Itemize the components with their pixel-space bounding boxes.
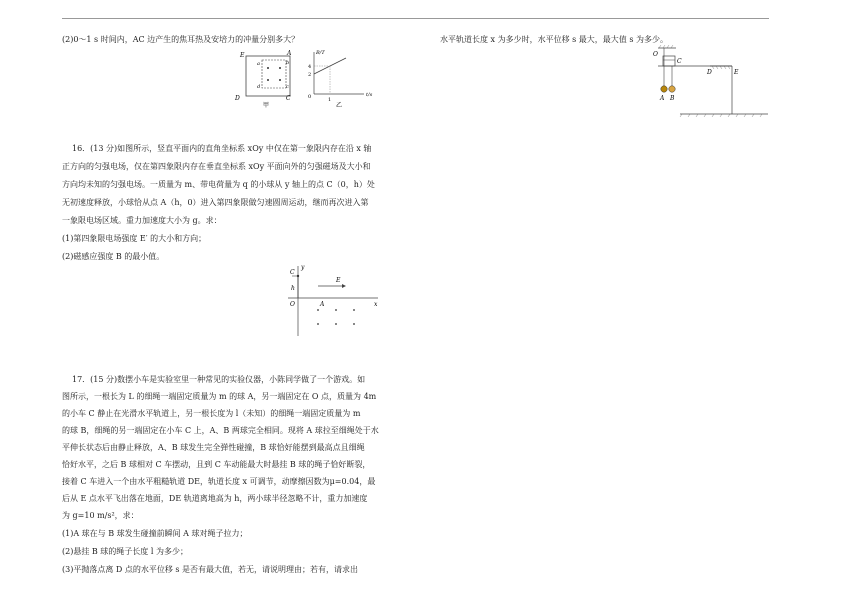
label-C: C <box>286 95 291 102</box>
tick-0: 0 <box>308 94 312 100</box>
figure-16 <box>284 262 384 338</box>
q16-sub1: (1)第四象限电场强度 E′ 的大小和方向； <box>62 234 207 243</box>
inner-coil <box>262 60 286 88</box>
label-x: x <box>374 301 378 308</box>
q17-line-5: 平伸长状态后由静止释放，A、B 球发生完全弹性碰撞，B 球恰好能摆到最高点且细绳 <box>62 443 365 452</box>
q17-line-3: 的小车 C 静止在光滑水平轨道上，另一根长度为 l（未知）的细绳一端固定质量为 m <box>62 409 361 418</box>
label-O: O <box>290 301 295 308</box>
label-E: E <box>336 277 341 284</box>
header-rule <box>62 18 769 19</box>
label-D: D <box>707 69 712 76</box>
label-d: d <box>257 84 261 90</box>
q17-line-8: 后从 E 点水平飞出落在地面，DE 轨道离地高为 h，两小球半径忽略不计，重力加速度 <box>62 494 368 503</box>
figure-17 <box>650 44 770 120</box>
q17-line-6: 恰好水平，之后 B 球相对 C 车摆动，且到 C 车动能最大时悬挂 B 球的绳子恰好断裂， <box>62 460 371 469</box>
label-b: b <box>286 60 290 66</box>
field-dots <box>267 67 281 81</box>
label-A: A <box>660 95 665 102</box>
q17-line-2: 图所示，一根长为 L 的细绳一端固定质量为 m 的球 A，另一端固定在 O 点，质量为 4m <box>62 392 377 401</box>
q16-sub2: (2)磁感应强度 B 的最小值。 <box>62 252 165 261</box>
q17-line-1: 17．(15 分)数摆小车是实验室里一种常见的实验仪器，小陈同学做了一个游戏。如 <box>72 375 366 384</box>
q16-line-1: 16．(13 分)如图所示，竖直平面内的直角坐标系 xOy 中仅在第一象限内存在沿 x 轴 <box>72 144 372 153</box>
q17-sub1: (1)A 球在与 B 球发生碰撞前瞬间 A 球对绳子拉力； <box>62 529 248 538</box>
q16-line-2: 正方向的匀强电场，仅在第四象限内存在垂直坐标系 xOy 平面向外的匀强磁场及大小和 <box>62 162 371 171</box>
q17-line-4: 的球 B，细绳的另一端固定在小车 C 上，A、B 两球完全相同。现将 A 球拉至细绳处于水 <box>62 426 379 435</box>
outer-frame <box>246 56 290 96</box>
q16-line-3: 方向均未知的匀强电场。一质量为 m、带电荷量为 q 的小球从 y 轴上的点 C（0，h）处 <box>62 180 375 189</box>
label-A: A <box>287 50 292 57</box>
ball-B <box>669 86 675 92</box>
ceiling-hatch <box>659 45 673 48</box>
label-C: C <box>290 269 295 276</box>
ball-A <box>661 86 667 92</box>
label-E: E <box>240 52 245 59</box>
label-A: A <box>320 301 325 308</box>
label-c: c <box>286 84 289 90</box>
ground-hatch <box>680 114 762 117</box>
label-B: B <box>670 95 675 102</box>
q17-line-7: 接着 C 车进入一个由水平粗糙轨道 DE，轨道长度 x 可调节，动摩擦因数为μ=0.04，最 <box>62 477 376 486</box>
q17-sub3: (3)平抛落点离 D 点的水平位移 s 是否有最大值，若无，请说明理由；若有，请求出 <box>62 565 359 574</box>
cart-C <box>663 56 675 66</box>
label-h: h <box>291 285 295 292</box>
axis-x-label: t/s <box>366 92 373 98</box>
label-a: a <box>257 61 260 67</box>
tick-4: 4 <box>308 64 312 70</box>
caption-jia: 甲 <box>263 102 270 109</box>
label-O: O <box>653 51 658 58</box>
field-dots-16 <box>297 275 355 325</box>
tick-1: 1 <box>328 97 332 103</box>
label-C: C <box>677 58 682 65</box>
caption-yi: 乙 <box>336 102 343 109</box>
q15-sub2: (2)0～1 s 时间内，AC 边产生的焦耳热及安培力的冲量分别多大？ <box>62 35 300 44</box>
axis-y-label: B/T <box>316 50 325 56</box>
label-D: D <box>235 95 240 102</box>
q17-sub2: (2)悬挂 B 球的绳子长度 l 为多少； <box>62 547 188 556</box>
q17-sub3-continued: 水平轨道长度 x 为多少时，水平位移 s 最大，最大值 s 为多少。 <box>440 35 668 44</box>
label-y: y <box>301 264 305 271</box>
q16-line-4: 无初速度释放，小球恰从点 A（h，0）进入第四象限做匀速圆周运动，继而再次进入第 <box>62 198 369 207</box>
figure-15 <box>232 48 392 110</box>
q16-line-5: 一象限电场区域。重力加速度大小为 g。求： <box>62 216 222 225</box>
q17-line-9: 为 g=10 m/s²，求： <box>62 511 139 520</box>
label-E: E <box>734 69 739 76</box>
tick-2: 2 <box>308 72 312 78</box>
